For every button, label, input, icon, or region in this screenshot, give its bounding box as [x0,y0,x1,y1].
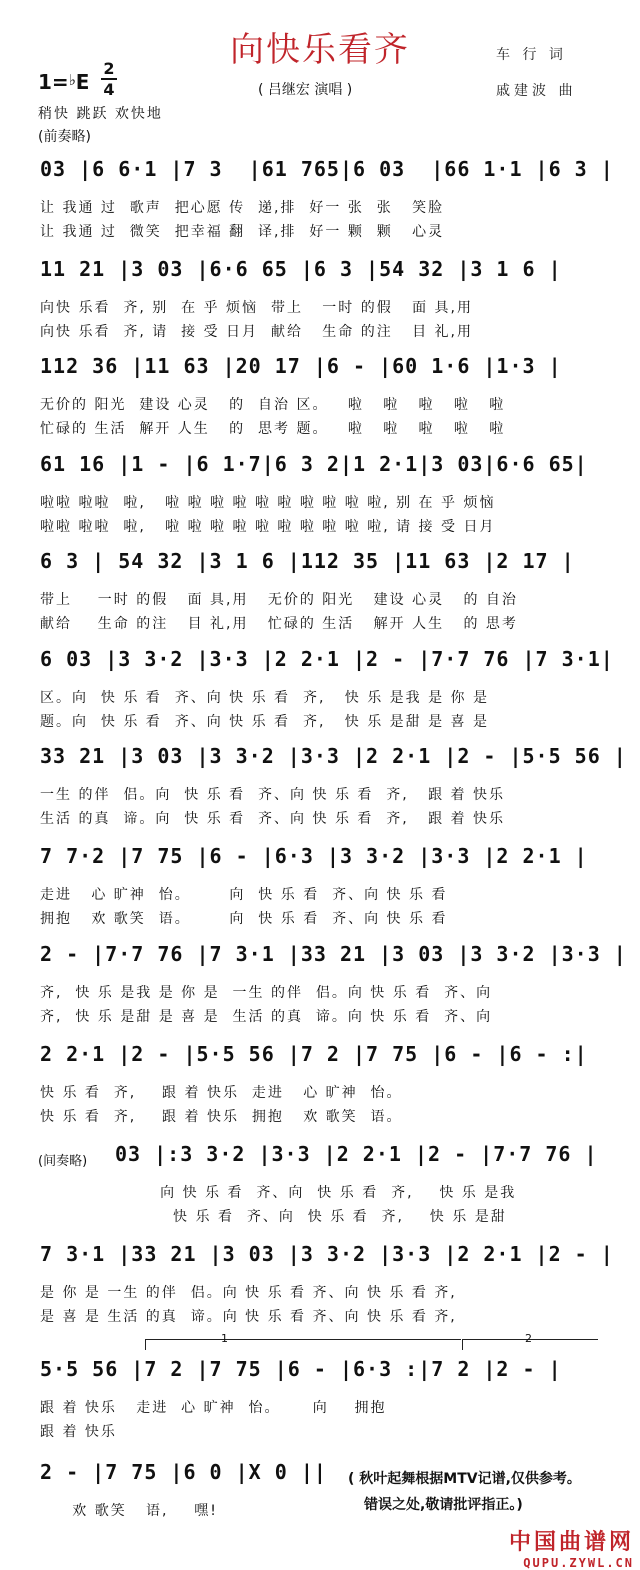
score-system [0,1140,640,1250]
site-watermark: 中国曲谱网 QUPU.ZYWL.CN [508,1529,634,1570]
lyric-line-verse-1: 向 快 乐 看 齐、向 快 乐 看 齐, 快 乐 是我 [115,1185,517,1201]
music-line: 11 21 |3 03 |6·6 65 |6 3 |54 32 |3 1 6 | [40,257,562,281]
music-line: 2 - |7 75 |6 0 |X 0 || [40,1460,327,1484]
lyric-line-verse-2: 快 乐 看 齐, 跟 着 快乐 拥抱 欢 歌笑 语。 [40,1109,403,1125]
volta-number: 2 [525,1332,532,1345]
intro-note: (前奏略) [38,129,91,145]
lyric-line-verse-1: 无价的 阳光 建设 心灵 的 自治 区。 啦 啦 啦 啦 啦 [40,397,506,413]
music-line: 7 3·1 |33 21 |3 03 |3 3·2 |3·3 |2 2·1 |2 - | [40,1242,614,1266]
lyric-line-verse-2: 啦啦 啦啦 啦, 啦 啦 啦 啦 啦 啦 啦 啦 啦 啦, 请 接 受 日月 [40,519,496,535]
music-line: 6 3 | 54 32 |3 1 6 |112 35 |11 63 |2 17 | [40,549,575,573]
key-signature: 1=♭E [38,70,90,94]
lyric-line-verse-2: 是 喜 是 生活 的真 谛。向 快 乐 看 齐、向 快 乐 看 齐, [40,1309,457,1325]
song-title: 向快乐看齐 [230,30,410,70]
score-system [0,450,640,560]
lyric-line-verse-1: 一生 的伴 侣。向 快 乐 看 齐、向 快 乐 看 齐, 跟 着 快乐 [40,787,506,803]
music-line: 61 16 |1 - |6 1·7|6 3 2|1 2·1|3 03|6·6 65| [40,452,588,476]
lyric-line-verse-2: 齐, 快 乐 是甜 是 喜 是 生活 的真 谛。向 快 乐 看 齐、向 [40,1009,493,1025]
tempo-marking: 稍快 跳跃 欢快地 [38,106,163,122]
lyric-line-verse-1: 跟 着 快乐 走进 心 旷神 怡。 向 拥抱 [40,1400,387,1416]
score-system [0,842,640,952]
music-line: 5·5 56 |7 2 |7 75 |6 - |6·3 :|7 2 |2 - | [40,1357,562,1381]
interlude-note: (间奏略) [38,1154,88,1169]
lyric-line-verse-1: 齐, 快 乐 是我 是 你 是 一生 的伴 侣。向 快 乐 看 齐、向 [40,985,493,1001]
music-line: 2 - |7·7 76 |7 3·1 |33 21 |3 03 |3 3·2 |3·3 | [40,942,627,966]
score-system [0,352,640,462]
score-system [0,940,640,1050]
composer-credit: 戚建波 曲 [496,83,577,99]
lyric-line-verse-2: 跟 着 快乐 [40,1424,117,1440]
lyric-line-verse-2: 题。向 快 乐 看 齐、向 快 乐 看 齐, 快 乐 是甜 是 喜 是 [40,714,490,730]
lyricist-credit: 车 行 词 [496,47,567,63]
lyric-line-verse-1: 啦啦 啦啦 啦, 啦 啦 啦 啦 啦 啦 啦 啦 啦 啦, 别 在 乎 烦恼 [40,495,496,511]
music-line: 112 36 |11 63 |20 17 |6 - |60 1·6 |1·3 | [40,354,562,378]
lyric-line-verse-2: 献给 生命 的注 目 礼,用 忙碌的 生活 解开 人生 的 思考 [40,616,518,632]
time-signature: 2 4 [101,60,117,98]
score-system [0,742,640,852]
score-system [0,547,640,657]
score-system [0,645,640,755]
volta-bracket-2 [462,1332,598,1350]
lyric-line-verse-1: 走进 心 旷神 怡。 向 快 乐 看 齐、向 快 乐 看 [40,887,448,903]
music-line: 6 03 |3 3·2 |3·3 |2 2·1 |2 - |7·7 76 |7 3·1| [40,647,614,671]
lyric-line-verse-2: 忙碌的 生活 解开 人生 的 思考 题。 啦 啦 啦 啦 啦 [40,421,506,437]
lyric-line-verse-1: 带上 一时 的假 面 具,用 无价的 阳光 建设 心灵 的 自治 [40,592,518,608]
score-system [0,1040,640,1150]
singer-credit: ( 吕继宏 演唱 ) [258,82,353,98]
lyric-line-verse-2: 快 乐 看 齐、向 快 乐 看 齐, 快 乐 是甜 [115,1209,507,1225]
lyric-line-verse-1: 向快 乐看 齐, 别 在 乎 烦恼 带上 一时 的假 面 具,用 [40,300,474,316]
lyric-line-verse-2: 生活 的真 谛。向 快 乐 看 齐、向 快 乐 看 齐, 跟 着 快乐 [40,811,506,827]
music-line: 03 |:3 3·2 |3·3 |2 2·1 |2 - |7·7 76 | [115,1142,598,1166]
score-system [0,1240,640,1350]
lyric-line-verse-2: 向快 乐看 齐, 请 接 受 日月 献给 生命 的注 目 礼,用 [40,324,474,340]
lyric-line-verse-1: 是 你 是 一生 的伴 侣。向 快 乐 看 齐、向 快 乐 看 齐, [40,1285,457,1301]
volta-bracket-1 [145,1332,461,1350]
music-line: 33 21 |3 03 |3 3·2 |3·3 |2 2·1 |2 - |5·5 56 | [40,744,627,768]
lyric-line-verse-1: 欢 歌笑 语, 嘿! [40,1503,218,1519]
lyric-line-verse-1: 快 乐 看 齐, 跟 着 快乐 走进 心 旷神 怡。 [40,1085,403,1101]
music-line: 2 2·1 |2 - |5·5 56 |7 2 |7 75 |6 - |6 - :| [40,1042,588,1066]
score-system [0,1332,640,1465]
score-system [0,255,640,365]
footer-note: ( 秋叶起舞根据MTV记谱,仅供参考。 错误之处,敬请批评指正。) [348,1471,581,1513]
lyric-line-verse-1: 区。向 快 乐 看 齐、向 快 乐 看 齐, 快 乐 是我 是 你 是 [40,690,490,706]
lyric-line-verse-2: 让 我通 过 微笑 把幸福 翻 译,排 好一 颗 颗 心灵 [40,224,445,240]
lyric-line-verse-2: 拥抱 欢 歌笑 语。 向 快 乐 看 齐、向 快 乐 看 [40,911,448,927]
lyric-line-verse-1: 让 我通 过 歌声 把心愿 传 递,排 好一 张 张 笑脸 [40,200,445,216]
volta-number: 1 [221,1332,228,1345]
music-line: 03 |6 6·1 |7 3 |61 765|6 03 |66 1·1 |6 3 | [40,157,614,181]
music-line: 7 7·2 |7 75 |6 - |6·3 |3 3·2 |3·3 |2 2·1 | [40,844,588,868]
score-system [0,155,640,265]
